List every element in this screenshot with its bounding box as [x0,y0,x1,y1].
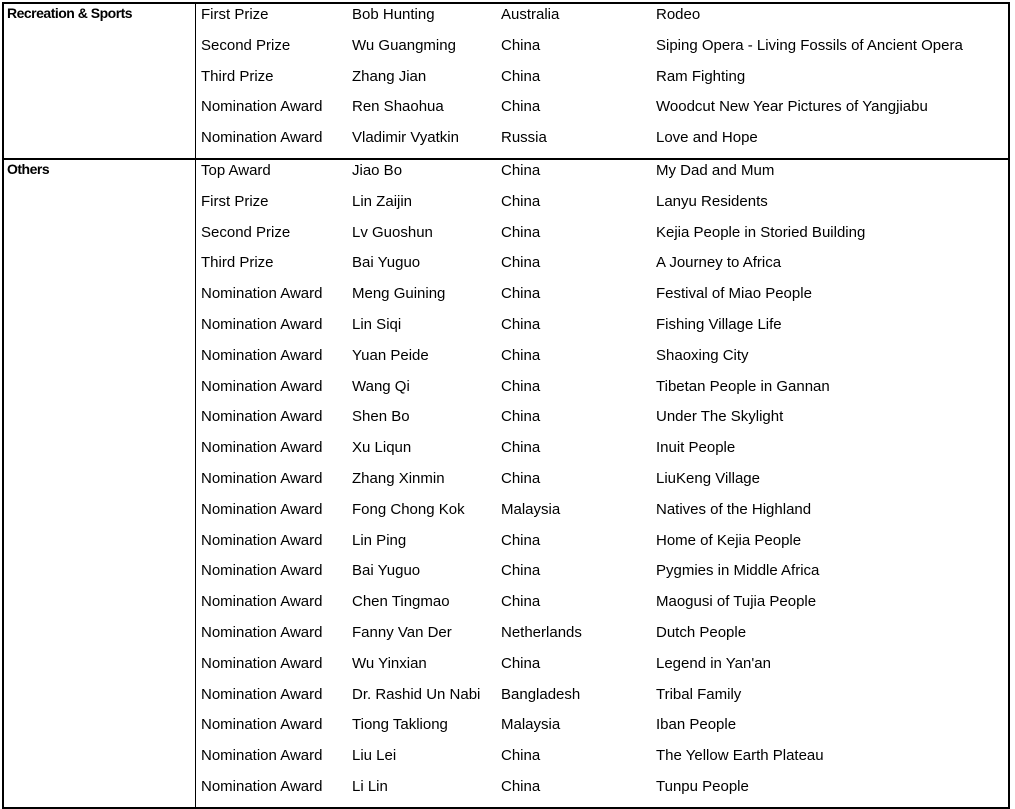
table-row [196,745,1008,776]
award-cell: Nomination Award [201,747,323,765]
photographer-cell: Zhang Jian [352,67,427,85]
country-cell: China [501,254,541,272]
table-row [196,591,1008,622]
work-title-cell: Inuit People [656,439,736,457]
work-title-cell: Ram Fighting [656,67,746,85]
photographer-cell: Yuan Peide [352,346,429,364]
work-title-cell: The Yellow Earth Plateau [656,747,824,765]
work-title-cell: Shaoxing City [656,346,749,364]
table-row [196,437,1008,468]
photographer-cell: Vladimir Vyatkin [352,129,459,147]
photographer-cell: Ren Shaohua [352,98,444,116]
country-cell: China [501,315,541,333]
table-row [196,160,1008,191]
country-cell: China [501,346,541,364]
award-cell: Third Prize [201,67,274,85]
country-cell: China [501,285,541,303]
table-row [196,530,1008,561]
work-title-cell: Pygmies in Middle Africa [656,562,820,580]
photographer-cell: Liu Lei [352,747,397,765]
award-cell: Nomination Award [201,685,323,703]
work-title-cell: Maogusi of Tujia People [656,593,817,611]
photographer-cell: Tiong Takliong [352,716,448,734]
country-cell: China [501,777,541,795]
award-cell: Nomination Award [201,500,323,518]
photographer-cell: Jiao Bo [352,161,403,179]
award-cell: Nomination Award [201,531,323,549]
award-cell: First Prize [201,192,269,210]
photographer-cell: Bai Yuguo [352,562,421,580]
award-cell: Third Prize [201,254,274,272]
work-title-cell: Lanyu Residents [656,192,768,210]
country-cell: China [501,439,541,457]
photographer-cell: Wu Yinxian [352,654,427,672]
country-cell: Bangladesh [501,685,581,703]
table-row [196,653,1008,684]
category-label: Others [7,160,50,177]
photographer-cell: Lin Siqi [352,315,402,333]
photographer-cell: Dr. Rashid Un Nabi [352,685,481,703]
photographer-cell: Wu Guangming [352,36,456,54]
award-cell: Second Prize [201,36,291,54]
award-cell: Nomination Award [201,623,323,641]
country-cell: Australia [501,6,560,23]
table-row [196,66,1008,97]
category-section [2,2,1010,160]
country-cell: China [501,593,541,611]
photographer-cell: Fanny Van Der [352,623,452,641]
table-row [196,714,1008,745]
awards-table [2,2,1010,809]
photographer-cell: Fong Chong Kok [352,500,465,518]
country-cell: China [501,223,541,241]
table-row [196,222,1008,253]
award-cell: Nomination Award [201,98,323,116]
table-row [196,345,1008,376]
work-title-cell: Legend in Yan'an [656,654,771,672]
table-row [196,314,1008,345]
award-cell: Nomination Award [201,285,323,303]
work-title-cell: Tibetan People in Gannan [656,377,830,395]
award-cell: First Prize [201,6,269,23]
photographer-cell: Lin Ping [352,531,407,549]
country-cell: China [501,377,541,395]
photographer-cell: Bai Yuguo [352,254,421,272]
table-row [196,283,1008,314]
table-row [196,127,1008,158]
work-title-cell: Love and Hope [656,129,758,147]
photographer-cell: Xu Liqun [352,439,412,457]
award-cell: Top Award [201,161,271,179]
photographer-cell: Chen Tingmao [352,593,450,611]
table-row [196,776,1008,807]
table-row [196,622,1008,653]
work-title-cell: Woodcut New Year Pictures of Yangjiabu [656,98,928,116]
photographer-cell: Wang Qi [352,377,410,395]
country-cell: China [501,98,541,116]
work-title-cell: LiuKeng Village [656,469,760,487]
photographer-cell: Lin Zaijin [352,192,413,210]
country-cell: China [501,747,541,765]
table-row [196,4,1008,35]
work-title-cell: Fishing Village Life [656,315,782,333]
work-title-cell: Siping Opera - Living Fossils of Ancient Opera [656,36,963,54]
photographer-cell: Zhang Xinmin [352,469,445,487]
award-cell: Nomination Award [201,377,323,395]
award-cell: Nomination Award [201,469,323,487]
table-row [196,191,1008,222]
country-cell: China [501,161,541,179]
country-cell: China [501,531,541,549]
award-cell: Nomination Award [201,129,323,147]
country-cell: Netherlands [501,623,582,641]
photographer-cell: Shen Bo [352,408,410,426]
work-title-cell: A Journey to Africa [656,254,782,272]
work-title-cell: Kejia People in Storied Building [656,223,866,241]
category-cell [4,160,196,807]
work-title-cell: Tunpu People [656,777,749,795]
table-row [196,499,1008,530]
table-row [196,468,1008,499]
table-row [196,376,1008,407]
award-cell: Nomination Award [201,562,323,580]
country-cell: China [501,562,541,580]
table-row [196,252,1008,283]
country-cell: Malaysia [501,500,561,518]
award-cell: Nomination Award [201,315,323,333]
work-title-cell: Tribal Family [656,685,742,703]
category-section [2,158,1010,809]
country-cell: China [501,192,541,210]
country-cell: China [501,67,541,85]
work-title-cell: Rodeo [656,6,701,23]
work-title-cell: Home of Kejia People [656,531,802,549]
category-cell [4,4,196,158]
country-cell: China [501,408,541,426]
table-row [196,406,1008,437]
entry-rows [196,160,1008,807]
table-row [196,96,1008,127]
award-cell: Nomination Award [201,777,323,795]
country-cell: China [501,469,541,487]
work-title-cell: Iban People [656,716,737,734]
award-cell: Nomination Award [201,716,323,734]
award-cell: Second Prize [201,223,291,241]
country-cell: China [501,36,541,54]
award-cell: Nomination Award [201,593,323,611]
award-cell: Nomination Award [201,654,323,672]
country-cell: Malaysia [501,716,561,734]
award-cell: Nomination Award [201,346,323,364]
work-title-cell: Natives of the Highland [656,500,812,518]
table-row [196,560,1008,591]
photographer-cell: Li Lin [352,777,388,795]
work-title-cell: Festival of Miao People [656,285,812,303]
table-row [196,35,1008,66]
photographer-cell: Lv Guoshun [352,223,433,241]
work-title-cell: Under The Skylight [656,408,784,426]
category-label: Recreation & Sports [7,5,133,21]
entry-rows [196,4,1008,158]
award-cell: Nomination Award [201,439,323,457]
photographer-cell: Bob Hunting [352,6,435,23]
award-cell: Nomination Award [201,408,323,426]
table-row [196,684,1008,715]
work-title-cell: My Dad and Mum [656,161,775,179]
photographer-cell: Meng Guining [352,285,446,303]
country-cell: China [501,654,541,672]
work-title-cell: Dutch People [656,623,747,641]
country-cell: Russia [501,129,547,147]
